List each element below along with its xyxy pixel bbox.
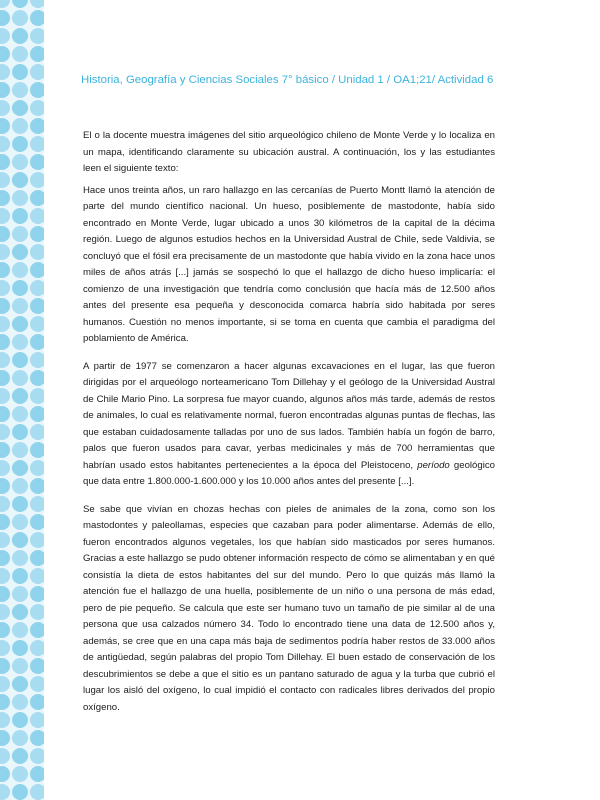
decorative-dot <box>30 154 44 170</box>
decorative-dot <box>0 172 10 188</box>
decorative-dot <box>0 388 10 404</box>
decorative-dot <box>12 0 28 8</box>
decorative-dot <box>0 64 10 80</box>
decorative-dot <box>30 370 44 386</box>
decorative-dot <box>30 118 44 134</box>
decorative-dot <box>30 352 44 368</box>
decorative-dot <box>12 748 28 764</box>
decorative-dot <box>0 118 10 134</box>
decorative-dot <box>12 64 28 80</box>
decorative-dot <box>12 514 28 530</box>
decorative-dot <box>12 676 28 692</box>
decorative-dot <box>30 496 44 512</box>
decorative-dot <box>0 694 10 710</box>
decorative-dot <box>12 82 28 98</box>
decorative-dot <box>12 694 28 710</box>
decorative-dot <box>30 388 44 404</box>
decorative-dot <box>0 244 10 260</box>
decorative-dot <box>30 604 44 620</box>
decorative-dot <box>30 46 44 62</box>
decorative-dot <box>12 730 28 746</box>
text-paragraph-1: Hace unos treinta años, un raro hallazgo en las cercanías de Puerto Montt llamó la atención de parte del mundo científico nacional. Un hueso, posiblemente de mastodonte, había sido encontrado en Monte Verde, lugar ubicado a unos 30 kilómetros de la capital de la décima región. Luego de algunos estudios hechos en la Universidad Austral de Chile, sede Valdivia, se concluyó que el fósil era precisamente de un mastodonte que había vivido en la zona hace unos miles de años atrás [...] jamás se sospechó lo que el hallazgo de dicho hueso implicaría: el comienzo de una investigación que tendría como conclusión que hacía más de 12.500 años antes del presente esa pequeña y desconocida comarca habría sido habitada por seres humanos. Cuestión no menos importante, si se toma en cuenta que cambia el paradigma del poblamiento de América. <box>83 184 495 344</box>
decorative-dot <box>30 64 44 80</box>
decorative-dot <box>0 730 10 746</box>
decorative-dot <box>30 406 44 422</box>
decorative-dot <box>0 568 10 584</box>
decorative-dot <box>12 46 28 62</box>
decorative-dot <box>30 784 44 800</box>
decorative-dot <box>12 244 28 260</box>
decorative-dot <box>12 262 28 278</box>
paragraph-2-text: A partir de 1977 se comenzaron a hacer algunas excavaciones en el lugar, las que fueron dirigidas por el arqueólogo norteamericano Tom Dillehay y el geólogo de la Universidad Austral de Chile Mario Pino. La sorpresa fue mayor cuando, algunos años más tarde, además de restos de animales, lo cual es relativamente normal, fueron encontradas algunas puntas de flechas, las que estaban cuidadosamente talladas por uno de sus lados. También había un fogón de barro, palos que fueron usados para cavar, yerbas medicinales y más de 700 herramientas que habrían usado estos habitantes pertenecientes a la época del Pleistoceno, <box>83 360 495 471</box>
decorative-dot <box>0 190 10 206</box>
decorative-dot <box>30 586 44 602</box>
decorative-dot <box>30 478 44 494</box>
decorative-dot <box>0 658 10 674</box>
decorative-dot <box>0 298 10 314</box>
decorative-dot <box>30 262 44 278</box>
decorative-dot <box>12 442 28 458</box>
decorative-dot <box>0 352 10 368</box>
decorative-dot <box>30 172 44 188</box>
decorative-dot <box>0 496 10 512</box>
decorative-dot <box>0 334 10 350</box>
decorative-dot <box>12 226 28 242</box>
decorative-dot <box>12 154 28 170</box>
decorative-dot <box>12 28 28 44</box>
decorative-dot <box>30 136 44 152</box>
decorative-dot <box>0 586 10 602</box>
decorative-dot <box>0 712 10 728</box>
text-paragraph-2 <box>83 359 495 491</box>
decorative-dot <box>12 496 28 512</box>
decorative-dot <box>0 136 10 152</box>
decorative-dot <box>12 280 28 296</box>
decorative-dot <box>30 190 44 206</box>
decorative-dot <box>0 370 10 386</box>
decorative-dot <box>30 208 44 224</box>
decorative-dot <box>30 766 44 782</box>
decorative-dot-strip <box>0 0 44 800</box>
decorative-dot <box>12 10 28 26</box>
decorative-dot <box>0 442 10 458</box>
paragraph-2-italic-term: período <box>417 459 450 471</box>
decorative-dot <box>0 424 10 440</box>
decorative-dot <box>30 748 44 764</box>
decorative-dot <box>12 586 28 602</box>
decorative-dot <box>0 316 10 332</box>
paragraph-2-text-end: geológico que data entre 1.800.000-1.600.000 y los 10.000 años antes del presente [...]. <box>83 459 495 487</box>
decorative-dot <box>0 532 10 548</box>
decorative-dot <box>0 0 10 8</box>
decorative-dot <box>12 478 28 494</box>
decorative-dot <box>30 658 44 674</box>
decorative-dot <box>12 334 28 350</box>
decorative-dot <box>0 10 10 26</box>
decorative-dot <box>0 514 10 530</box>
decorative-dot <box>30 676 44 692</box>
decorative-dot <box>0 604 10 620</box>
decorative-dot <box>30 640 44 656</box>
decorative-dot <box>30 298 44 314</box>
decorative-dot <box>12 568 28 584</box>
decorative-dot <box>30 514 44 530</box>
decorative-dot <box>0 676 10 692</box>
decorative-dot <box>12 784 28 800</box>
decorative-dot <box>30 100 44 116</box>
decorative-dot <box>30 568 44 584</box>
decorative-dot <box>12 100 28 116</box>
decorative-dot <box>0 208 10 224</box>
decorative-dot <box>0 82 10 98</box>
decorative-dot <box>0 766 10 782</box>
decorative-dot <box>12 370 28 386</box>
decorative-dot <box>0 550 10 566</box>
decorative-dot <box>30 280 44 296</box>
decorative-dot <box>0 748 10 764</box>
decorative-dot <box>0 262 10 278</box>
decorative-dot <box>12 406 28 422</box>
decorative-dot <box>12 172 28 188</box>
decorative-dot <box>30 0 44 8</box>
decorative-dot <box>30 730 44 746</box>
decorative-dot <box>12 622 28 638</box>
decorative-dot <box>12 550 28 566</box>
decorative-dot <box>0 478 10 494</box>
decorative-dot <box>0 46 10 62</box>
decorative-dot <box>12 208 28 224</box>
decorative-dot <box>30 334 44 350</box>
breadcrumb: Historia, Geografía y Ciencias Sociales 7° básico / Unidad 1 / OA1;21/ Actividad 6 <box>81 74 494 86</box>
decorative-dot <box>0 460 10 476</box>
document-body <box>83 128 495 727</box>
decorative-dot <box>12 136 28 152</box>
decorative-dot <box>0 784 10 800</box>
decorative-dot <box>12 352 28 368</box>
decorative-dot <box>30 316 44 332</box>
decorative-dot <box>30 532 44 548</box>
decorative-dot <box>30 622 44 638</box>
decorative-dot <box>30 442 44 458</box>
decorative-dot <box>12 118 28 134</box>
decorative-dot <box>12 658 28 674</box>
decorative-dot <box>12 316 28 332</box>
decorative-dot <box>12 424 28 440</box>
decorative-dot <box>30 28 44 44</box>
decorative-dot <box>12 532 28 548</box>
decorative-dot <box>30 244 44 260</box>
decorative-dot <box>0 100 10 116</box>
decorative-dot <box>12 604 28 620</box>
text-paragraph-3: Se sabe que vivían en chozas hechas con pieles de animales de la zona, como son los mastodontes y paleollamas, especies que cazaban para poder alimentarse. Además de ello, fueron encontrados algunos vegetales, los que habían sido masticados por seres humanos. Gracias a este hallazgo se pudo obtener información respecto de cómo se alimentaban y en qué consistía la dieta de estos habitantes del sur del mundo. Pero lo que quizás más llamó la atención fue el hallazgo de una huella, posiblemente de un niño o una persona de más edad, pero de pie pequeño. Se calcula que este ser humano tuvo un tamaño de pie similar al de una persona que usa calzados número 34. Todo lo encontrado tiene una data de 12.500 años y, además, se cree que en una capa más baja de sedimentos podría haber restos de 33.000 años de antigüedad, según palabras del propio Tom Dillehay. El buen estado de conservación de los descubrimientos se debe a que el sitio es un pantano saturado de agua y la turba que cubrió el lugar los aisló del oxígeno, lo cual impidió el contacto con radicales libres derivados del propio oxígeno. <box>83 503 495 713</box>
dot-pattern <box>0 0 44 800</box>
decorative-dot <box>12 388 28 404</box>
decorative-dot <box>12 460 28 476</box>
decorative-dot <box>0 226 10 242</box>
decorative-dot <box>30 712 44 728</box>
decorative-dot <box>0 640 10 656</box>
decorative-dot <box>30 226 44 242</box>
decorative-dot <box>30 10 44 26</box>
decorative-dot <box>0 622 10 638</box>
decorative-dot <box>0 154 10 170</box>
decorative-dot <box>12 190 28 206</box>
decorative-dot <box>0 280 10 296</box>
decorative-dot <box>30 424 44 440</box>
intro-paragraph: El o la docente muestra imágenes del sitio arqueológico chileno de Monte Verde y lo localiza en un mapa, identificando claramente su ubicación austral. A continuación, los y las estudiantes leen el siguiente texto: <box>83 130 495 174</box>
decorative-dot <box>12 766 28 782</box>
decorative-dot <box>30 460 44 476</box>
decorative-dot <box>0 28 10 44</box>
decorative-dot <box>30 550 44 566</box>
decorative-dot <box>30 694 44 710</box>
decorative-dot <box>12 298 28 314</box>
decorative-dot <box>0 406 10 422</box>
decorative-dot <box>12 640 28 656</box>
decorative-dot <box>12 712 28 728</box>
decorative-dot <box>30 82 44 98</box>
